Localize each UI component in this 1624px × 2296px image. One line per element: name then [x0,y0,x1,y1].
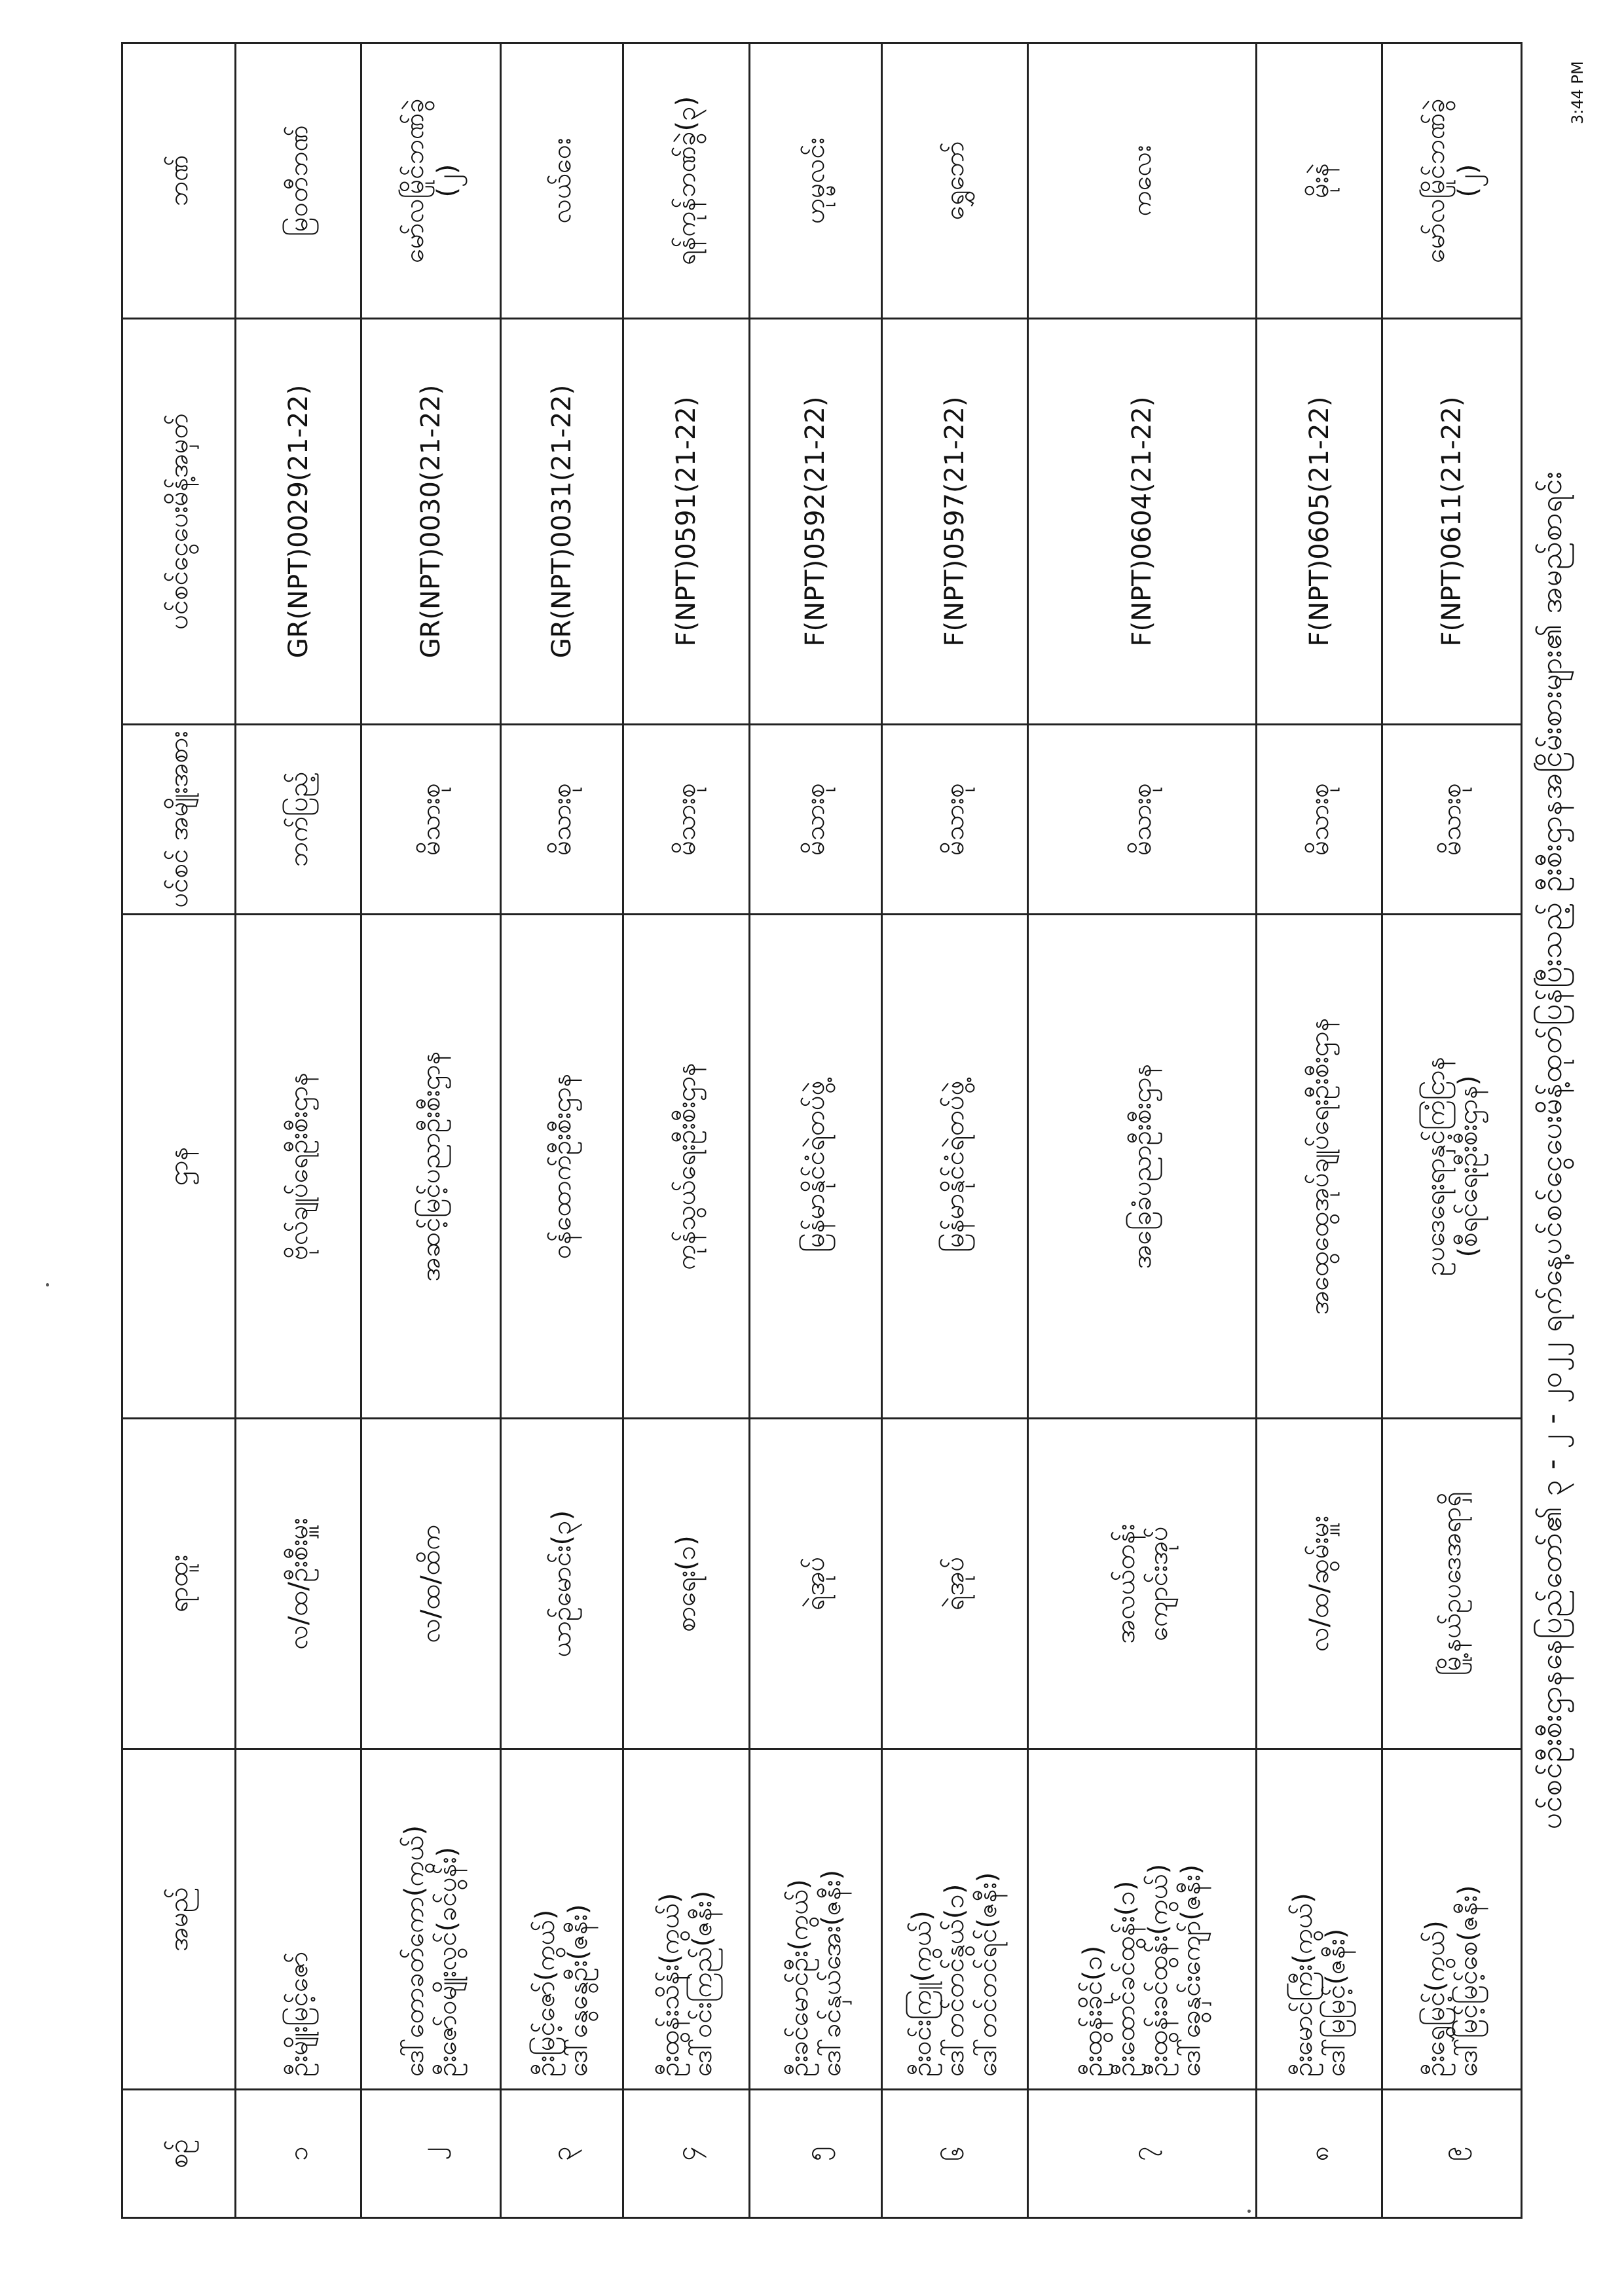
cell-serial: ၇ [1027,2090,1256,2218]
table-row [500,43,623,2218]
scan-speck [46,1283,49,1286]
names-line: ဒေါ်မြမြင့်(ဇနီး) [1320,1928,1351,2077]
rank-line: အလယ်တန်း [1110,1523,1141,1644]
rank-line: စာရေး(၁) [671,1535,701,1632]
cell-serial: ၆ [882,2090,1028,2218]
cell-department [236,915,361,1419]
cell-name [1257,1749,1382,2090]
bank-line: (၂) [1453,164,1484,198]
bank-line: ရွှေဘော် [939,141,970,221]
dept-line: ဗိုလ်ချုပ်ရေဦးစီးဌာန [283,1072,314,1260]
rank-line: ယာဉ်မောင်း(၃) [547,1510,578,1658]
names-line: ဦးထောင်ခင်ထွန်း(၁) [1110,1880,1141,2077]
rank-line: လ/ထ/ထိက [416,1524,447,1643]
names-line: ဒေါ်ခင်နှယ်အေး(ဇနီး) [817,1869,847,2077]
cell-pension-order-no: GR(NPT)0030(21-22) [361,319,501,725]
table-row [882,43,1028,2218]
cell-bank [749,43,881,319]
names-line: ဦးထွန်းခင်ထွန်း(ကွယ်) [1143,1863,1173,2077]
names-line: ဦးမောင်ကြီး(ကွယ်) [1287,1893,1318,2077]
cell-name [500,1749,623,2090]
cell-name [236,1749,361,2090]
names-line: ဒေါ်နွေနွေဦး(ဇနီး) [563,1904,594,2077]
bank-line: (၂) [432,164,463,198]
cell-pension-type: မိသားစု [882,725,1028,915]
names-line: ဦးခင်မောင်ဦး(ကွယ်) [784,1879,815,2077]
header-pension-type: ပင်စင် အမျိုးအစား [122,725,236,915]
header-rank: ရာထူး [122,1419,236,1749]
cell-department [1382,915,1522,1419]
cell-bank [500,43,623,319]
names-line: ဒေါ်မြင့်မြင့်စေ(ဇနီး) [1453,1885,1484,2077]
names-line: ဦးမျိုးမြင့်ဇော် [283,1951,314,2077]
cell-pension-order-no: GR(NPT)0031(21-22) [500,319,623,725]
cell-serial: ၄ [623,2090,749,2218]
cell-bank [882,43,1028,319]
dept-line: ဝန်ထောက်ဦးစီးဌာန [547,1073,578,1260]
cell-pension-type: မိသားစု [1382,725,1522,915]
cell-rank [623,1419,749,1749]
rank-line: ရဲအုပ် [939,1556,970,1611]
bank-line: ဟုမ္မလင်း [800,137,831,224]
names-line: ဒေါ်တောခတ်ကော(ကွယ်) [399,1825,430,2077]
cell-rank [749,1419,881,1749]
cell-bank [1382,43,1522,319]
cell-rank [236,1419,361,1749]
cell-name [623,1749,749,2090]
rank-line: ရဲအုပ် [800,1556,831,1611]
bank-line: လယ်ဝေး [547,137,578,224]
cell-bank [1257,43,1382,319]
cell-pension-order-no: F(NPT)0611(21-22) [1382,319,1522,725]
bank-line: မိုးနဲ [1304,163,1335,198]
cell-name [882,1749,1028,2090]
rank-line: လ/ထ/ဆွမ်းမှူး [1304,1516,1335,1652]
table-row [361,43,501,2218]
cell-pension-type: မိသားစု [1257,725,1382,915]
bank-line: မြဝတီဘဏ် [283,125,314,236]
dept-line: (စီရင်ရေးဦးစီးဌာန) [1453,1075,1484,1258]
cell-rank [361,1419,501,1749]
table-row [236,43,361,2218]
table-row [749,43,881,2218]
cell-department [361,915,501,1419]
header-row [122,43,236,2218]
cell-pension-order-no: F(NPT)0597(21-22) [882,319,1028,725]
cell-name [361,1749,501,2090]
names-line: ဦးထွန်းသိန်း(ကွယ်) [654,1893,685,2077]
bank-line: ကလေး [1126,145,1157,217]
table-row [1382,43,1522,2218]
cell-pension-type: ဘက်ပြည့် [236,725,361,915]
print-timestamp [1568,26,1595,124]
dept-line: ကုန်သွယ်ရေးဦးစီးဌာန [671,1063,701,1270]
cell-bank [361,43,501,319]
cell-department [623,915,749,1419]
cell-serial: ၃ [500,2090,623,2218]
header-bank: ဘဏ် [122,43,236,319]
cell-rank [1027,1419,1256,1749]
cell-serial: ၂ [361,2090,501,2218]
dept-line: ဥပဒေရေးရာနှင့်ကြံငြာန [1420,1056,1451,1277]
names-line: ဦးမြင့်ဇော်(ကွယ်) [530,1909,561,2077]
names-line: ဒေါ်ခွေနှင်းကျော်(ဇနီး) [1175,1864,1206,2077]
cell-serial: ၅ [749,2090,881,2218]
rank-line: ကျောင်းအုပ် [1143,1526,1173,1641]
names-line: ဦးဝင်းကြူ(ကွယ်) [906,1910,937,2077]
cell-name [749,1749,881,2090]
names-line: ဒေါ်တင်တင်နွယ်(၁) [939,1884,970,2077]
print-timestamp-text: 3:44 PM [1568,61,1587,124]
header-name: အမည် [122,1749,236,2090]
cell-rank [1382,1419,1522,1749]
cell-department [1027,915,1256,1419]
cell-department [749,915,881,1419]
cell-pension-order-no: F(NPT)0605(21-22) [1257,319,1382,725]
cell-bank [623,43,749,319]
scan-speck [1247,2210,1251,2213]
bank-line: မော်လမြိုင်ဘဏ်ခွဲ [399,98,430,263]
names-line: ဦးဇော်ဝမျိုးလွင်(ခင်ပွန်း) [432,1846,463,2077]
cell-serial: ၁ [236,2090,361,2218]
cell-pension-type: မိသားစု [623,725,749,915]
cell-pension-type: မိသားစု [749,725,881,915]
document-title: ပင်စင်ဦးစီးဌာနနေပြည်တော်၏ ၃ - ၂ - ၂၀၂၂ ရက်နေ့ပင်စင်ငွေပေးမိန့်ထုတ်ပြန်ပြီးသည့် ဦးစီးဌာနအငြိမ်းစားများ၏ အမည်စာရင်း [1535,471,1568,1830]
cell-pension-type: မိသားစု [361,725,501,915]
cell-bank [1027,43,1256,319]
cell-pension-order-no: F(NPT)0591(21-22) [623,319,749,725]
cell-pension-order-no: F(NPT)0604(21-22) [1027,319,1256,725]
cell-pension-order-no: F(NPT)0592(21-22) [749,319,881,725]
dept-line: အထွေထွေအုပ်ချုပ်ရေးဦးစီးဌာန [1304,1017,1335,1315]
cell-name [1382,1749,1522,2090]
rank-line: လ/ထ/ဦးစီးမှူး [283,1518,314,1650]
names-line: ဦးထွန်းခိုင်(၁) [1077,1945,1108,2077]
rank-line: မြို့နယ်ဥပဒေအရာရှိ [1437,1491,1467,1676]
pensioner-table [121,42,1522,2219]
dept-line: မြန်မာနိုင်ငံရဲတပ်ဖွဲ့ [800,1080,831,1252]
bank-line: မော်လမြိုင်ဘဏ်ခွဲ [1420,98,1451,263]
cell-department [1257,915,1382,1419]
cell-department [500,915,623,1419]
header-pension-order-no: ပင်စင်ငွေပေးမိန့်အမှတ် [122,319,236,725]
names-line: ဒေါ်တင်တင်ရင်(ဇနီး) [972,1872,1003,2077]
cell-department [882,915,1028,1419]
header-serial: စဉ် [122,2090,236,2218]
cell-pension-order-no: GR(NPT)0029(21-22) [236,319,361,725]
cell-bank [236,43,361,319]
names-line: ဦးရွှေမြင့်(ကွယ်) [1420,1920,1451,2077]
table-row [623,43,749,2218]
cell-pension-type: မိသားစု [1027,725,1256,915]
cell-rank [500,1419,623,1749]
names-line: ဒေါ်ဝင်းကြည်(ဇနီး) [687,1890,718,2077]
dept-line: မြန်မာနိုင်ငံရဲတပ်ဖွဲ့ [939,1080,970,1252]
header-department: ဌာန [122,915,236,1419]
cell-rank [882,1419,1028,1749]
dept-line: အဆင့်မြင့်ပညာဦးစီးဌာန [416,1051,447,1282]
table-row [1027,43,1256,2218]
cell-rank [1257,1419,1382,1749]
table-row [1257,43,1382,2218]
cell-name [1027,1749,1256,2090]
cell-serial: ၈ [1257,2090,1382,2218]
dept-line: အခြေခံပညာဦးစီးဌာန [1126,1063,1157,1269]
cell-serial: ၉ [1382,2090,1522,2218]
bank-line: ရန်ကုန်ဘဏ်ခွဲ(၃) [671,96,701,266]
cell-pension-type: မိသားစု [500,725,623,915]
